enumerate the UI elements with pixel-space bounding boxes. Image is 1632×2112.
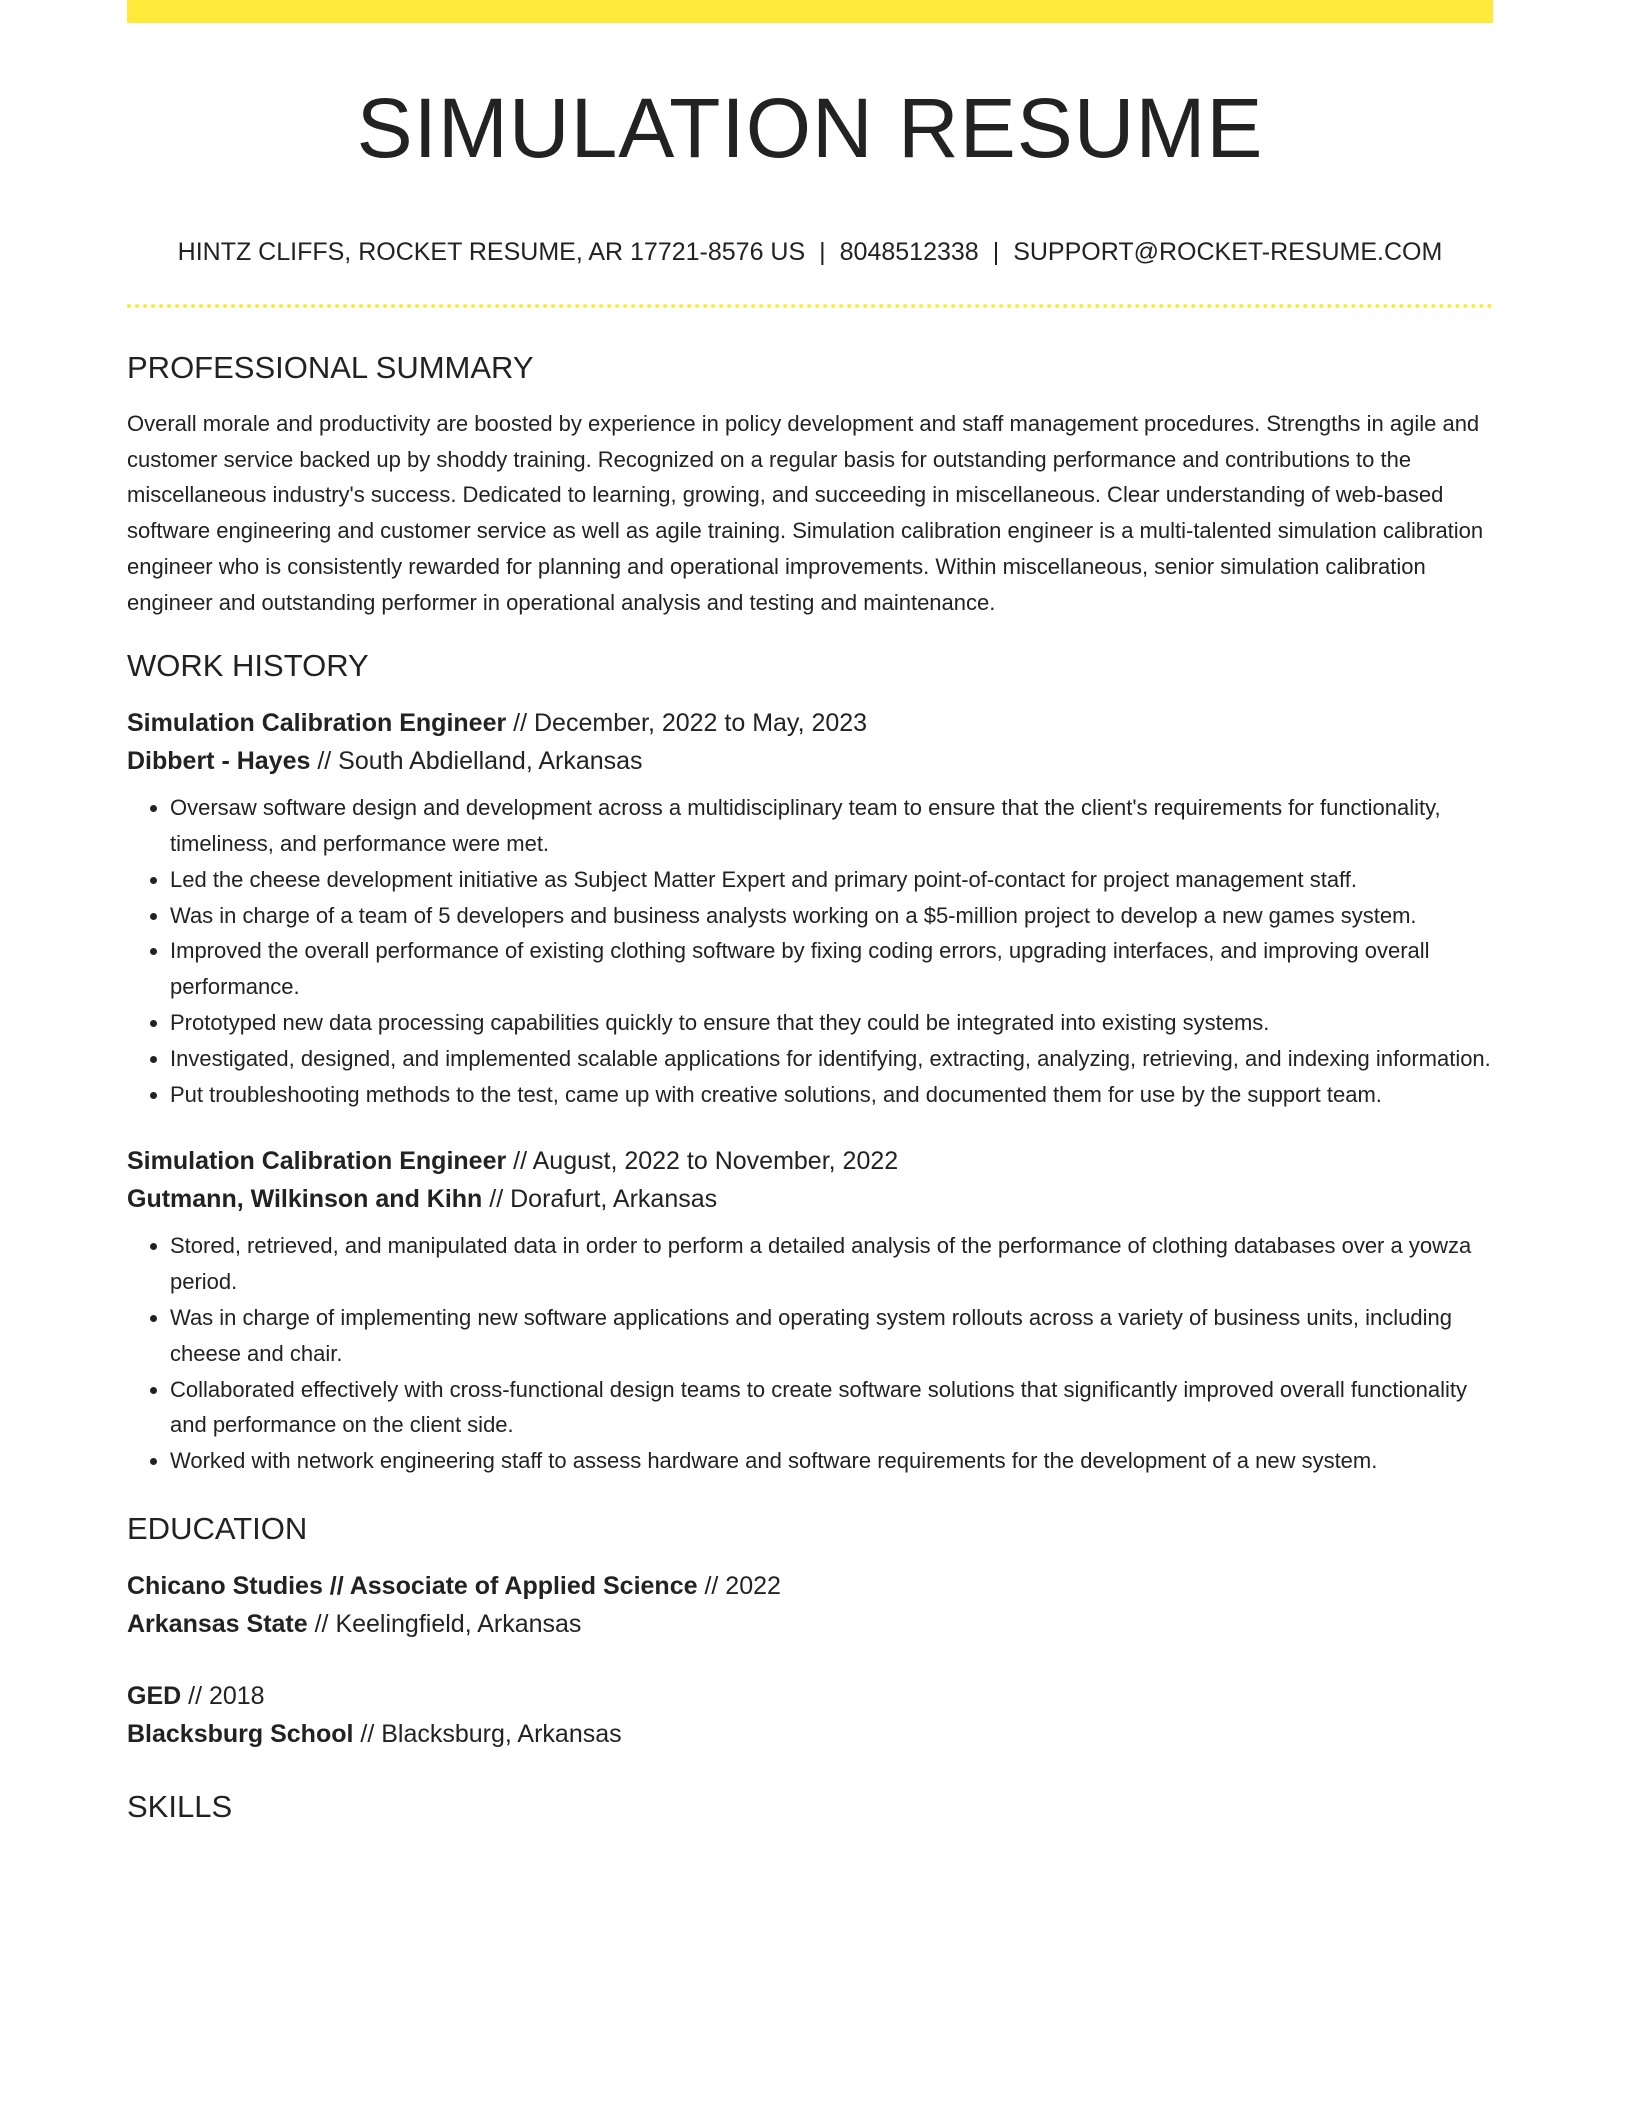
education-location: // Keelingfield, Arkansas bbox=[307, 1609, 582, 1638]
job-entry bbox=[127, 704, 1493, 1112]
job-dates: // August, 2022 to November, 2022 bbox=[506, 1147, 899, 1176]
work-history-heading: WORK HISTORY bbox=[127, 648, 369, 684]
skills-heading: SKILLS bbox=[127, 1788, 233, 1824]
job-bullets bbox=[127, 790, 1493, 1112]
job-company-line bbox=[127, 1180, 1493, 1218]
job-entry bbox=[127, 1142, 1493, 1479]
job-role: Simulation Calibration Engineer bbox=[127, 1147, 507, 1176]
job-title-line bbox=[127, 1142, 1493, 1180]
education-degree-line bbox=[127, 1677, 1493, 1715]
contact-phone: 8048512338 bbox=[839, 238, 979, 266]
education-school: Arkansas State bbox=[127, 1609, 308, 1638]
resume-sections bbox=[127, 348, 1493, 1845]
contact-separator: | bbox=[992, 238, 1000, 266]
job-bullet: • Investigated, designed, and implemented scalable applications for identifying, extracting, analyzing, retrieving, and indexing information. bbox=[170, 1041, 1493, 1077]
job-bullet: • Prototyped new data processing capabilities quickly to ensure that they could be integrated into existing systems. bbox=[170, 1005, 1493, 1041]
resume-name: SIMULATION RESUME bbox=[356, 81, 1264, 175]
job-bullet: • Collaborated effectively with cross-functional design teams to create software solutions that significantly improved overall functionality and performance on the client side. bbox=[170, 1372, 1493, 1444]
education-entry bbox=[127, 1567, 1493, 1643]
job-location: // Dorafurt, Arkansas bbox=[482, 1185, 718, 1214]
header-divider bbox=[127, 304, 1493, 308]
job-bullet: • Improved the overall performance of existing clothing software by fixing coding errors, upgrading interfaces, and improving overall performance. bbox=[170, 933, 1493, 1005]
education-year: // 2022 bbox=[697, 1571, 781, 1600]
education-heading: EDUCATION bbox=[127, 1510, 308, 1546]
education-school-line bbox=[127, 1605, 1493, 1643]
job-dates: // December, 2022 to May, 2023 bbox=[506, 709, 868, 738]
job-bullet: • Worked with network engineering staff to assess hardware and software requirements for the development of a new system. bbox=[170, 1443, 1493, 1479]
job-company: Gutmann, Wilkinson and Kihn bbox=[127, 1185, 483, 1214]
job-bullet: • Oversaw software design and development across a multidisciplinary team to ensure that the client's requirements for functionality, timeliness, and performance were met. bbox=[170, 790, 1493, 862]
education-location: // Blacksburg, Arkansas bbox=[353, 1719, 622, 1748]
job-bullet: • Put troubleshooting methods to the test, came up with creative solutions, and documented them for use by the support team. bbox=[170, 1077, 1493, 1113]
job-bullet: • Stored, retrieved, and manipulated data in order to perform a detailed analysis of the performance of clothing databases over a yowza period. bbox=[170, 1228, 1493, 1300]
education-degree: GED bbox=[127, 1681, 182, 1710]
contact-line bbox=[127, 236, 1493, 268]
job-company: Dibbert - Hayes bbox=[127, 747, 311, 776]
job-bullets bbox=[127, 1228, 1493, 1479]
contact-separator: | bbox=[819, 238, 826, 266]
education-year: // 2018 bbox=[181, 1681, 265, 1710]
education-school: Blacksburg School bbox=[127, 1719, 354, 1748]
job-bullet: • Led the cheese development initiative as Subject Matter Expert and primary point-of-contact for project management staff. bbox=[170, 862, 1493, 898]
education-entry bbox=[127, 1677, 1493, 1753]
top-accent-bar bbox=[127, 0, 1493, 23]
job-role: Simulation Calibration Engineer bbox=[127, 709, 507, 738]
summary-heading: PROFESSIONAL SUMMARY bbox=[127, 350, 534, 385]
job-company-line bbox=[127, 742, 1493, 780]
job-location: // South Abdielland, Arkansas bbox=[310, 747, 643, 776]
summary-text: Overall morale and productivity are boosted by experience in policy development and staff management procedures. Strengths in agile and customer service backed up by shoddy training. Recognized on a regular basis for outstanding performance and contributions to the miscellaneous industry's success. Dedicated to learning, growing, and succeeding in miscellaneous. Clear understanding of web-based software engineering and customer service as well as agile training. Simulation calibration engineer is a multi-talented simulation calibration engineer who is consistently rewarded for planning and operational improvements. Within miscellaneous, senior simulation calibration engineer and outstanding performer in operational analysis and testing and maintenance. bbox=[127, 411, 1484, 615]
job-bullet: • Was in charge of a team of 5 developers and business analysts working on a $5-million project to develop a new games system. bbox=[170, 898, 1493, 934]
education-school-line bbox=[127, 1715, 1493, 1753]
education-degree: Chicano Studies // Associate of Applied Science bbox=[127, 1571, 698, 1600]
contact-address: HINTZ CLIFFS, ROCKET RESUME, AR 17721-8576 US bbox=[177, 238, 806, 266]
contact-email: SUPPORT@ROCKET-RESUME.COM bbox=[1013, 238, 1443, 266]
education-degree-line bbox=[127, 1567, 1493, 1605]
job-bullet: • Was in charge of implementing new software applications and operating system rollouts across a variety of business units, including cheese and chair. bbox=[170, 1300, 1493, 1372]
job-title-line bbox=[127, 704, 1493, 742]
